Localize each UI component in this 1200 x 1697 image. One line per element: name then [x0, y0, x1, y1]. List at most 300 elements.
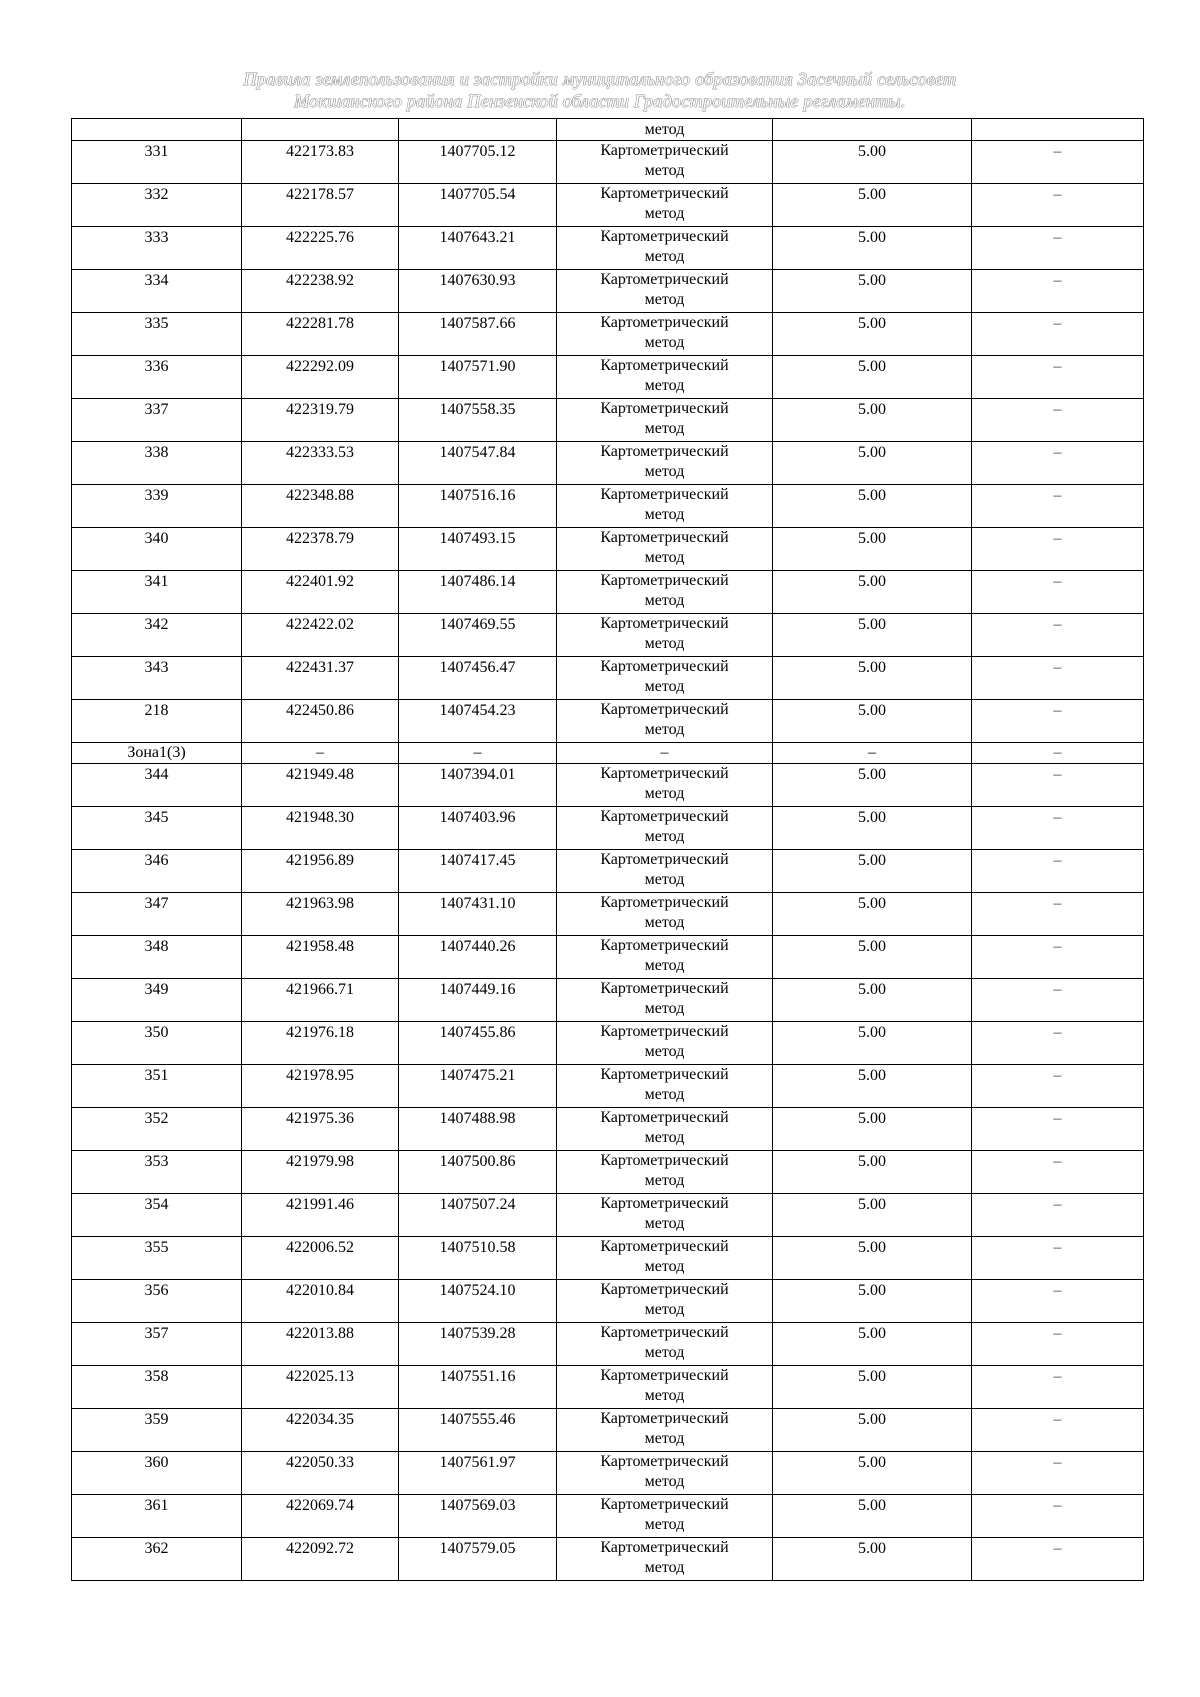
- cell-method: [557, 1108, 773, 1151]
- cell-y: [399, 1022, 557, 1065]
- cell-x: [242, 614, 399, 657]
- cell-accuracy: [773, 1538, 972, 1581]
- cell-method-line2: метод: [644, 334, 685, 351]
- cell-y: [399, 313, 557, 356]
- cell-accuracy-text: 5.00: [858, 186, 886, 203]
- cell-method-line1: Картометрический: [600, 1453, 729, 1470]
- cell-note: [972, 1065, 1144, 1108]
- cell-y: [399, 700, 557, 743]
- cell-note: [972, 1538, 1144, 1581]
- cell-x: [242, 1280, 399, 1323]
- cell-y: [399, 1280, 557, 1323]
- cell-accuracy-text: 5.00: [858, 1067, 886, 1084]
- cell-note: [972, 356, 1144, 399]
- cell-accuracy-text: 5.00: [858, 659, 886, 676]
- cell-method: [557, 657, 773, 700]
- cell-y: [399, 1409, 557, 1452]
- cell-method: [557, 1323, 773, 1366]
- table-row: [72, 442, 1144, 485]
- table-row: [72, 184, 1144, 227]
- cell-method-line2: метод: [644, 377, 685, 394]
- cell-y: [399, 119, 557, 141]
- table-row: [72, 1151, 1144, 1194]
- cell-method-line2: метод: [644, 291, 685, 308]
- cell-accuracy-text: 5.00: [858, 229, 886, 246]
- coordinates-table: [71, 118, 1144, 1581]
- table-row: [72, 700, 1144, 743]
- table-row: [72, 979, 1144, 1022]
- cell-x: [242, 141, 399, 184]
- cell-method: [557, 1538, 773, 1581]
- cell-y: [399, 1323, 557, 1366]
- cell-x: [242, 1452, 399, 1495]
- cell-y-text: 1407500.86: [439, 1153, 516, 1170]
- table-row: [72, 893, 1144, 936]
- table-row: [72, 1194, 1144, 1237]
- cell-number: [72, 614, 242, 657]
- cell-number-text: 351: [144, 1067, 169, 1084]
- cell-method-line1: Картометрический: [600, 615, 729, 632]
- cell-method-line1: Картометрический: [600, 572, 729, 589]
- table-row: [72, 270, 1144, 313]
- cell-method: [557, 1409, 773, 1452]
- cell-note: [972, 485, 1144, 528]
- cell-y: [399, 442, 557, 485]
- cell-method: [557, 356, 773, 399]
- cell-note: [972, 764, 1144, 807]
- cell-accuracy: [773, 807, 972, 850]
- table-row: [72, 1280, 1144, 1323]
- cell-y-text: 1407431.10: [439, 895, 516, 912]
- cell-y: [399, 614, 557, 657]
- cell-x: [242, 442, 399, 485]
- cell-x-text: 422348.88: [286, 487, 354, 504]
- cell-number: [72, 1495, 242, 1538]
- cell-method-line2: метод: [644, 635, 685, 652]
- cell-y-text: 1407587.66: [439, 315, 516, 332]
- cell-y: [399, 1237, 557, 1280]
- cell-note: [972, 571, 1144, 614]
- cell-x-text: 421963.98: [286, 895, 354, 912]
- cell-note-text: –: [1053, 573, 1062, 590]
- cell-method-line1: Картометрический: [600, 1023, 729, 1040]
- cell-method: [557, 614, 773, 657]
- cell-accuracy: [773, 141, 972, 184]
- cell-method-line1: Картометрический: [600, 185, 729, 202]
- cell-number-text: 357: [144, 1325, 169, 1342]
- cell-x-text: 422431.37: [286, 659, 354, 676]
- cell-number-text: 347: [144, 895, 169, 912]
- cell-note: [972, 850, 1144, 893]
- cell-method: [557, 571, 773, 614]
- cell-note-text: –: [1053, 1067, 1062, 1084]
- cell-note-text: –: [1053, 487, 1062, 504]
- cell-x-text: 421958.48: [286, 938, 354, 955]
- cell-x-text: 422069.74: [286, 1497, 354, 1514]
- cell-note-text: –: [1053, 444, 1062, 461]
- cell-note-text: –: [1053, 852, 1062, 869]
- cell-number: [72, 227, 242, 270]
- table-row: [72, 657, 1144, 700]
- cell-y: [399, 227, 557, 270]
- cell-method: [557, 1194, 773, 1237]
- cell-x: [242, 356, 399, 399]
- cell-note: [972, 979, 1144, 1022]
- table-row: [72, 1237, 1144, 1280]
- cell-method: [557, 1495, 773, 1538]
- cell-x-text: 422225.76: [286, 229, 354, 246]
- cell-accuracy: [773, 571, 972, 614]
- cell-x-text: 422173.83: [286, 143, 354, 160]
- cell-number: [72, 313, 242, 356]
- cell-method: [557, 850, 773, 893]
- cell-number: [72, 936, 242, 979]
- cell-x: [242, 1194, 399, 1237]
- cell-accuracy-text: 5.00: [858, 573, 886, 590]
- cell-y: [399, 1151, 557, 1194]
- cell-note-text: –: [1053, 272, 1062, 289]
- table-row-continuation: [72, 119, 1144, 141]
- cell-note-text: –: [1053, 1325, 1062, 1342]
- cell-y: [399, 485, 557, 528]
- cell-method-line2: метод: [644, 549, 685, 566]
- cell-note-text: –: [1053, 143, 1062, 160]
- cell-note: [972, 1022, 1144, 1065]
- cell-note-text: –: [1053, 1411, 1062, 1428]
- cell-number: [72, 119, 242, 141]
- table-row: [72, 1538, 1144, 1581]
- cell-number: [72, 356, 242, 399]
- cell-note-text: –: [1053, 744, 1062, 761]
- cell-note: [972, 313, 1144, 356]
- cell-number: [72, 1538, 242, 1581]
- cell-number: [72, 657, 242, 700]
- cell-accuracy-text: 5.00: [858, 702, 886, 719]
- cell-y: [399, 1194, 557, 1237]
- cell-x: [242, 1538, 399, 1581]
- cell-method: [557, 1237, 773, 1280]
- cell-y-text: 1407555.46: [439, 1411, 516, 1428]
- cell-x-text: 422292.09: [286, 358, 354, 375]
- cell-number-text: 362: [144, 1540, 169, 1557]
- cell-accuracy: [773, 399, 972, 442]
- cell-method-line2: метод: [644, 1301, 685, 1318]
- cell-note-text: –: [1053, 1454, 1062, 1471]
- cell-method-line1: Картометрический: [600, 443, 729, 460]
- cell-note-text: –: [1053, 1540, 1062, 1557]
- cell-method-line2: метод: [644, 248, 685, 265]
- cell-note-text: –: [1053, 938, 1062, 955]
- table-row: [72, 356, 1144, 399]
- cell-x: [242, 850, 399, 893]
- cell-number: [72, 893, 242, 936]
- cell-y-text: 1407488.98: [439, 1110, 516, 1127]
- cell-accuracy-text: 5.00: [858, 1196, 886, 1213]
- cell-number-text: 342: [144, 616, 169, 633]
- cell-accuracy: [773, 1409, 972, 1452]
- cell-accuracy-text: 5.00: [858, 1454, 886, 1471]
- cell-note-text: –: [1053, 530, 1062, 547]
- cell-x: [242, 1151, 399, 1194]
- cell-accuracy-text: 5.00: [858, 766, 886, 783]
- cell-number-text: 334: [144, 272, 169, 289]
- cell-number-text: 346: [144, 852, 169, 869]
- cell-note: [972, 743, 1144, 764]
- cell-x: [242, 764, 399, 807]
- cell-y: [399, 936, 557, 979]
- cell-number: [72, 700, 242, 743]
- cell-accuracy: [773, 270, 972, 313]
- cell-note: [972, 399, 1144, 442]
- cell-y-text: 1407571.90: [439, 358, 516, 375]
- cell-number: [72, 743, 242, 764]
- cell-x-text: 421979.98: [286, 1153, 354, 1170]
- table-row: [72, 1366, 1144, 1409]
- cell-method-line1: Картометрический: [600, 228, 729, 245]
- cell-method-line1: Картометрический: [600, 1109, 729, 1126]
- table-row: [72, 485, 1144, 528]
- cell-y: [399, 807, 557, 850]
- cell-method-line2: метод: [644, 1473, 685, 1490]
- cell-number-text: 355: [144, 1239, 169, 1256]
- cell-method: [557, 528, 773, 571]
- cell-method-line2: метод: [644, 463, 685, 480]
- cell-accuracy: [773, 1194, 972, 1237]
- cell-note: [972, 936, 1144, 979]
- cell-accuracy-text: 5.00: [858, 143, 886, 160]
- cell-method-line2: метод: [644, 1215, 685, 1232]
- cell-method-line1: Картометрический: [600, 851, 729, 868]
- cell-number-text: 338: [144, 444, 169, 461]
- cell-number-text: 333: [144, 229, 169, 246]
- cell-method-line2: метод: [644, 871, 685, 888]
- table-row: [72, 1065, 1144, 1108]
- cell-method-line1: Картометрический: [600, 701, 729, 718]
- cell-accuracy-text: 5.00: [858, 1282, 886, 1299]
- cell-method: [557, 1452, 773, 1495]
- cell-number-text: 335: [144, 315, 169, 332]
- cell-accuracy-text: 5.00: [858, 981, 886, 998]
- cell-method-line1: Картометрический: [600, 142, 729, 159]
- cell-number-text: 353: [144, 1153, 169, 1170]
- cell-accuracy: [773, 850, 972, 893]
- cell-note-text: –: [1053, 1153, 1062, 1170]
- cell-x-text: 422378.79: [286, 530, 354, 547]
- cell-y: [399, 979, 557, 1022]
- cell-y: [399, 764, 557, 807]
- cell-x: [242, 399, 399, 442]
- cell-number: [72, 1280, 242, 1323]
- cell-number: [72, 1452, 242, 1495]
- cell-x-text: 422178.57: [286, 186, 354, 203]
- cell-method-line1: Картометрический: [600, 357, 729, 374]
- cell-method-line1: Картометрический: [600, 271, 729, 288]
- cell-number: [72, 1409, 242, 1452]
- cell-x: [242, 979, 399, 1022]
- cell-method-line2: метод: [644, 678, 685, 695]
- cell-method: [557, 313, 773, 356]
- cell-y: [399, 270, 557, 313]
- table-row: [72, 1452, 1144, 1495]
- cell-accuracy: [773, 313, 972, 356]
- cell-method-line1: Картометрический: [600, 894, 729, 911]
- cell-y: [399, 1366, 557, 1409]
- cell-note: [972, 700, 1144, 743]
- cell-method-text: –: [660, 744, 669, 761]
- cell-note: [972, 1366, 1144, 1409]
- cell-note-text: –: [1053, 358, 1062, 375]
- cell-method-line1: Картометрический: [600, 658, 729, 675]
- cell-x-text: 422010.84: [286, 1282, 354, 1299]
- table-row: [72, 227, 1144, 270]
- cell-note: [972, 893, 1144, 936]
- cell-method-line2: метод: [644, 1258, 685, 1275]
- cell-number-text: 361: [144, 1497, 169, 1514]
- cell-x: [242, 1495, 399, 1538]
- cell-x: [242, 1366, 399, 1409]
- cell-y: [399, 850, 557, 893]
- cell-note: [972, 1108, 1144, 1151]
- cell-note: [972, 270, 1144, 313]
- cell-x: [242, 119, 399, 141]
- cell-x: [242, 700, 399, 743]
- cell-note-text: –: [1053, 809, 1062, 826]
- cell-x: [242, 571, 399, 614]
- cell-y-text: 1407547.84: [439, 444, 516, 461]
- cell-x-text: 421956.89: [286, 852, 354, 869]
- cell-method-line1: Картометрический: [600, 314, 729, 331]
- cell-note-text: –: [1053, 766, 1062, 783]
- cell-method: [557, 936, 773, 979]
- cell-method-line1: Картометрический: [600, 1195, 729, 1212]
- cell-method-line1: Картометрический: [600, 808, 729, 825]
- cell-x-text: 422319.79: [286, 401, 354, 418]
- cell-number-text: 356: [144, 1282, 169, 1299]
- cell-x: [242, 227, 399, 270]
- cell-y-text: 1407558.35: [439, 401, 516, 418]
- cell-number: [72, 442, 242, 485]
- cell-x-text: 421991.46: [286, 1196, 354, 1213]
- cell-number: [72, 571, 242, 614]
- cell-method: [557, 1151, 773, 1194]
- cell-x: [242, 528, 399, 571]
- cell-number: [72, 764, 242, 807]
- cell-accuracy: [773, 1065, 972, 1108]
- table-row: [72, 399, 1144, 442]
- cell-number: [72, 270, 242, 313]
- cell-accuracy: [773, 227, 972, 270]
- cell-method: [557, 1280, 773, 1323]
- cell-number: [72, 1366, 242, 1409]
- cell-accuracy-text: 5.00: [858, 1024, 886, 1041]
- cell-x: [242, 743, 399, 764]
- cell-method-line1: Картометрический: [600, 486, 729, 503]
- cell-y-text: 1407539.28: [439, 1325, 516, 1342]
- cell-note: [972, 1151, 1144, 1194]
- cell-method-line1: Картометрический: [600, 1281, 729, 1298]
- cell-note: [972, 1280, 1144, 1323]
- cell-number: [72, 1237, 242, 1280]
- cell-x-text: 422281.78: [286, 315, 354, 332]
- cell-accuracy: [773, 1151, 972, 1194]
- cell-y-text: 1407455.86: [439, 1024, 516, 1041]
- cell-note: [972, 1495, 1144, 1538]
- cell-number-text: 337: [144, 401, 169, 418]
- cell-accuracy: [773, 614, 972, 657]
- cell-method-line1: Картометрический: [600, 1238, 729, 1255]
- cell-number-text: 332: [144, 186, 169, 203]
- cell-method-line2: метод: [644, 1172, 685, 1189]
- cell-method-line2: метод: [644, 1043, 685, 1060]
- cell-accuracy-text: 5.00: [858, 616, 886, 633]
- cell-method-line2: метод: [644, 506, 685, 523]
- cell-number-text: 358: [144, 1368, 169, 1385]
- cell-number-text: 344: [144, 766, 169, 783]
- cell-method: [557, 270, 773, 313]
- cell-method-line2: метод: [644, 1344, 685, 1361]
- cell-y-text: 1407394.01: [439, 766, 516, 783]
- cell-note: [972, 1409, 1144, 1452]
- cell-x-text: 422006.52: [286, 1239, 354, 1256]
- cell-method: [557, 1366, 773, 1409]
- cell-number: [72, 528, 242, 571]
- cell-note: [972, 184, 1144, 227]
- cell-x: [242, 270, 399, 313]
- cell-number: [72, 141, 242, 184]
- cell-y-text: 1407705.12: [439, 143, 516, 160]
- cell-y: [399, 399, 557, 442]
- cell-number-text: Зона1(3): [127, 744, 186, 761]
- cell-y-text: 1407449.16: [439, 981, 516, 998]
- table-row: [72, 764, 1144, 807]
- cell-method-line1: Картометрический: [600, 1539, 729, 1556]
- cell-y: [399, 893, 557, 936]
- cell-y-text: 1407516.16: [439, 487, 516, 504]
- cell-number-text: 349: [144, 981, 169, 998]
- cell-number-text: 352: [144, 1110, 169, 1127]
- cell-x: [242, 893, 399, 936]
- cell-y-text: 1407569.03: [439, 1497, 516, 1514]
- cell-y-text: 1407705.54: [439, 186, 516, 203]
- cell-accuracy: [773, 1237, 972, 1280]
- cell-number: [72, 1065, 242, 1108]
- cell-y-text: 1407510.58: [439, 1239, 516, 1256]
- cell-accuracy: [773, 743, 972, 764]
- cell-method: [557, 807, 773, 850]
- cell-method-line2: метод: [644, 721, 685, 738]
- cell-x-text: 422050.33: [286, 1454, 354, 1471]
- cell-method-line2: метод: [644, 1129, 685, 1146]
- cell-number-text: 341: [144, 573, 169, 590]
- cell-method-line2: метод: [644, 914, 685, 931]
- cell-method-line2: метод: [644, 205, 685, 222]
- cell-note-text: –: [1053, 981, 1062, 998]
- cell-x-text: 422401.92: [286, 573, 354, 590]
- cell-x: [242, 1409, 399, 1452]
- cell-accuracy-text: 5.00: [858, 1497, 886, 1514]
- cell-y-text: 1407486.14: [439, 573, 516, 590]
- cell-x: [242, 1323, 399, 1366]
- cell-method: [557, 442, 773, 485]
- cell-note: [972, 528, 1144, 571]
- cell-x-text: 422450.86: [286, 702, 354, 719]
- cell-method-line1: Картометрический: [600, 765, 729, 782]
- cell-y: [399, 1495, 557, 1538]
- cell-x: [242, 1237, 399, 1280]
- cell-x-text: 421976.18: [286, 1024, 354, 1041]
- cell-note-text: –: [1053, 702, 1062, 719]
- cell-method: [557, 399, 773, 442]
